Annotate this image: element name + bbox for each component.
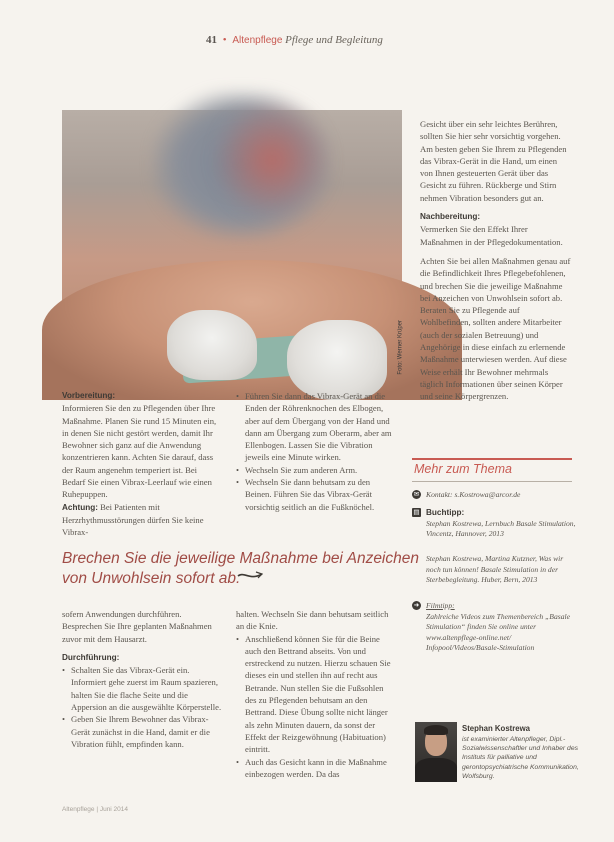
section-subtitle: Pflege und Begleitung [285, 34, 383, 46]
mehr-item-buchtipp-2 [412, 554, 577, 586]
filmtipp-text: Zahlreiche Videos zum Themenbereich „Basale Stimulation“ finden Sie online unter www.altenpflege-online.net/ Infopool/Videos/Basale-Stimulation [426, 611, 570, 652]
achtung-text: Bei Patienten mit Herzrhythmusstörungen dürfen Sie keine Vibrax- [62, 501, 204, 538]
vorbereitung-heading: Vorbereitung: [62, 391, 116, 400]
link-icon: ➜ [413, 601, 420, 609]
photo-sleeve [212, 100, 332, 220]
section-name: Altenpflege [232, 35, 283, 46]
mehr-item-kontakt [412, 490, 577, 501]
mehr-rule-bottom [412, 481, 572, 482]
nachbereitung-heading: Nachbereitung: [420, 212, 481, 222]
article-photo [62, 110, 404, 375]
middle-column-top [236, 390, 396, 513]
pull-quote: Brechen Sie die jeweilige Maßnahme bei Anzeichen von Unwohlsein sofort ab. [62, 550, 419, 587]
achtung-heading: Achtung: [62, 502, 98, 512]
buchtipp-text: Stephan Kostrewa, Lernbuch Basale Stimulation, Vincentz, Hannover, 2013 [426, 518, 576, 538]
list-item: • Wechseln Sie zum anderen Arm. [236, 464, 396, 476]
filmtipp-heading: Filmtipp: [426, 601, 455, 610]
book-icon: ▤ [413, 508, 420, 516]
filmtipp-block [426, 601, 577, 654]
list-item: • Geben Sie Ihrem Bewohner das Vibrax-Gerät zunächst in die Hand, damit er die Vibration fühlt, empfinden kann. [62, 713, 222, 750]
photo-glove-right [287, 320, 387, 400]
list-item: • Schalten Sie das Vibrax-Gerät ein. Informiert gehe zuerst im Raum spazieren, halten Sie die flache Seite und die Appersion an die ausgewählte Körperstelle. [62, 664, 222, 713]
paragraph: Achten Sie bei allen Maßnahmen genau auf die Befindlichkeit Ihres Pflegebefohlenen, und brechen Sie die jeweilige Maßnahme bei Anzeichen von Unwohlsein sofort ab. Beraten Sie zu Pflegende auf Wohlbefinden, sollten andere Mitarbeiter (auch der sozialen Betreuung) und Angehörige in diese einfach zu erlernende Maßnahme unterwiesen werden. Auf diese Weise erhält Ihr Bewohner mehrmals täglich Informationen über seinen Körper und seine Körpergrenzen. [420, 255, 571, 402]
paragraph: sofern Anwendungen durchführen. Besprechen Sie Ihre geplanten Maßnahmen zuvor mit dem Hausarzt. [62, 609, 212, 644]
list-item: • Wechseln Sie dann behutsam zu den Beinen. Führen Sie das Vibrax-Gerät vorsichtig seitlich an die Fußknöchel. [236, 476, 396, 513]
bullet-list [62, 664, 222, 750]
author-bio: ist examinierter Altenpfleger, Dipl.-Sozialwissenschaftler und Inhaber des Instituts für palliative und gerontopsychiatrische Kommunikation, Wolfsburg. [462, 736, 579, 780]
list-item: • Auch das Gesicht kann in die Maßnahme einbezogen werden. Da das [236, 756, 396, 781]
middle-column-bottom [236, 608, 396, 780]
author-name: Stephan Kostrewa [462, 724, 531, 733]
header-separator: • [222, 34, 227, 46]
photo-glove-left [167, 310, 257, 380]
author-photo [415, 722, 457, 780]
buchtipp-heading: Buchtipp: [426, 508, 465, 517]
page-footer: Altenpflege | Juni 2014 [62, 806, 129, 813]
bullet-list [236, 633, 396, 781]
mehr-item-filmtipp [412, 601, 577, 654]
photo-credit: Foto: Werner Krüper [398, 320, 404, 375]
buchtipp-block [426, 508, 577, 540]
bullet-list [236, 390, 396, 513]
paragraph: Vermerken Sie den Effekt Ihrer Maßnahmen in der Pflegedokumentation. [420, 224, 563, 247]
kontakt-icon: ✉ [413, 490, 420, 498]
kontakt-text: Kontakt: s.Kostrowa@arcor.de [426, 490, 521, 499]
right-column-top [420, 118, 572, 410]
left-column-top [62, 390, 222, 539]
left-column-bottom [62, 608, 222, 750]
durchfuehrung-heading: Durchführung: [62, 652, 120, 662]
mehr-title: Mehr zum Thema [414, 462, 512, 476]
swoosh-ornament [236, 570, 264, 582]
author-shirt [415, 758, 457, 782]
author-hair [424, 725, 448, 735]
mehr-rule-top [412, 458, 572, 460]
paragraph: Gesicht über ein sehr leichtes Berühren, sollten Sie hier sehr vorsichtig vorgehen. Am besten geben Sie Ihrem zu Pflegenden das Vibrax-Gerät in die Hand, um einen von Ihnen gesteuerten Gerät über das Gesicht zu führen. Rückberge und Stirn nehmen Vibration besonders gut an. [420, 119, 567, 203]
buchtipp-2-text: Stephan Kostrewa, Martina Kutzner, Was wir noch tun können! Basale Stimulation in der Sterbebegleitung. Huber, Bern, 2013 [426, 554, 564, 584]
running-header [206, 34, 383, 46]
paragraph: Informieren Sie den zu Pflegenden über Ihre Maßnahme. Planen Sie rund 15 Minuten ein, in denen Sie nicht gestört werden, damit Ihr Bewohner sich ganz auf die Anwendung konzentrieren kann. Achten Sie darauf, dass der Raum angenehm temperiert ist. Bei Bedarf Sie einen Vibrax-Leerlauf wie einen Ruhepuppen. [62, 403, 217, 500]
page-number: 41 [206, 34, 217, 46]
list-item: • Führen Sie dann das Vibrax-Gerät an die Enden der Röhrenknochen des Elbogen, aber auf dem Übergang von der Hand und dann am Übergang zum Oberarm, aber am Ellenbogen. Lassen Sie die Vibration jeweils eine Minute wirken. [236, 390, 396, 464]
paragraph: halten. Wechseln Sie dann behutsam seitlich an die Knie. [236, 609, 389, 632]
list-item: • Anschließend können Sie für die Beine auch den Bettrand abseits. Von und erstreckend zu nutzen. Hierzu schauen Sie dieses ein und stellen ihn auf recht aus Betrande. Nun stellen Sie die Fußsohlen des zu Pflegenden behutsam an den Bettrand. Diese Übung sollte nicht länger als zehn Minuten dauern, da sonst der Effekt der Reizgewöhnung (Habituation) eintritt. [236, 633, 396, 756]
mehr-item-buchtipp [412, 508, 577, 540]
